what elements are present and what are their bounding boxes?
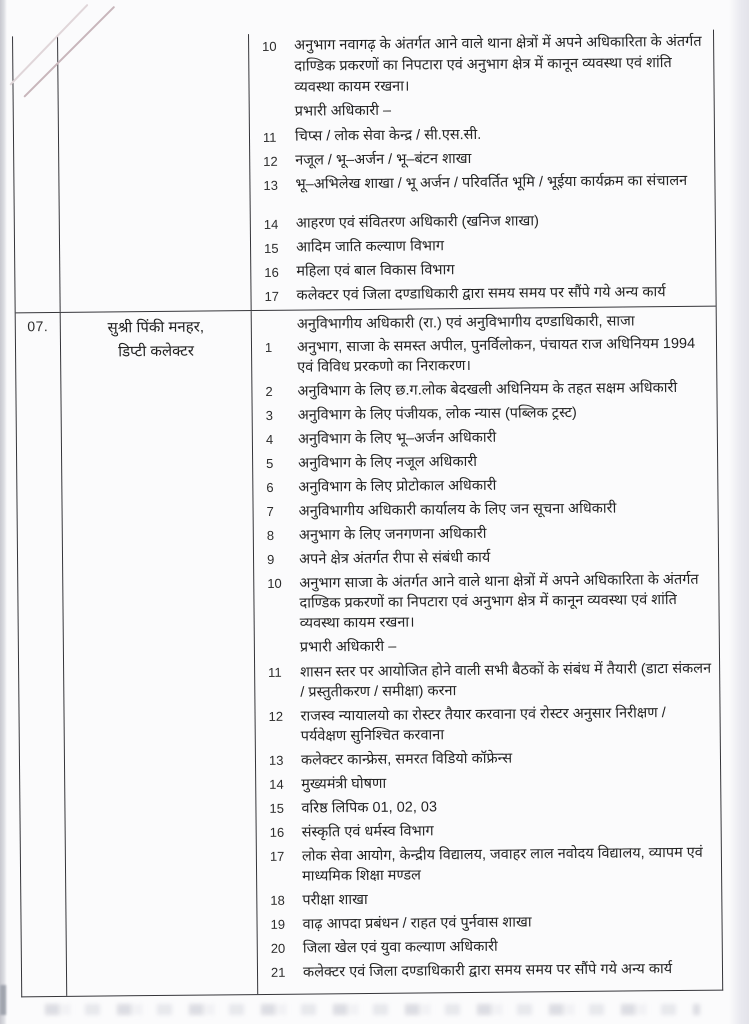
duty-text: अनुविभाग के लिए नजूल अधिकारी [298,453,478,472]
scanned-document-page [12,30,723,998]
duty-number: 10 [267,575,282,591]
bottom-ink-smudge [45,1004,700,1015]
scan-left-edge-shadow [0,985,6,1015]
duty-item [252,334,716,378]
duty-text: भू–अभिलेख शाखा / भू अर्जन / परिवर्तित भूमि / भूईया कार्यक्रम का संचालन [295,172,688,193]
designation-heading: अनुविभागीय अधिकारी (रा.) एवं अनुविभागीय दण्डाधिकारी, साजा [296,313,635,333]
duty-item [257,911,721,935]
duty-number: 10 [262,38,277,54]
duty-number: 1 [264,339,273,355]
duty-item [250,147,714,172]
duty-item [250,171,714,196]
duty-item [253,498,717,522]
duty-item [253,474,717,498]
duty-text: कलेक्टर कान्फ्रेस, समरत विडियो कॉफ्रेन्स [300,750,513,769]
duty-number: 11 [262,129,277,145]
scan-left-edge [0,0,7,1024]
duty-number: 9 [266,551,275,567]
duty-text: राजस्व न्यायालयो का रोस्टर तैयार करवाना एवं रोस्टर अनुसार निरीक्षण / पर्यवेक्षण सुनिश्चित करवाना [300,705,666,745]
duty-text: परीक्षा शाखा [302,891,368,909]
duty-item [258,935,722,959]
duties-items [252,334,722,983]
duty-item [256,747,720,771]
duty-text: अनुविभाग के लिए पंजीयक, लोक न्यास (पब्लिक ट्रस्ट) [297,404,577,424]
duty-text: प्रभारी अधिकारी – [294,102,392,120]
duty-text: चिप्स / लोक सेवा केन्द्र / सी.एस.सी. [294,126,482,145]
duty-number: 6 [266,479,274,495]
duty-item [251,234,715,259]
duty-text: अनुविभाग के लिए छ.ग.लोक बेदखली अधिनियम के तहत सक्षम अधिकारी [297,380,678,400]
duty-number: 13 [263,177,278,193]
officer-designation: डिप्टी कलेक्टर [118,342,195,361]
duty-item [253,426,717,450]
duty-item [249,32,714,99]
serial-cell-empty [13,36,61,312]
duty-item [257,819,721,843]
officer-name-cell [61,311,259,996]
duty-number: 2 [265,383,273,399]
duty-subheader [250,98,714,123]
duty-text: महिला एवं बाल विकास विभाग [296,262,455,280]
duty-text: आहरण एवं संवितरण अधिकारी (खनिज शाखा) [295,213,539,232]
duty-text: वरिष्ठ लिपिक 01, 02, 03 [301,799,438,817]
duty-number: 15 [269,800,284,816]
duty-text: जिला खेल एवं युवा कल्याण अधिकारी [302,938,498,957]
duties-list-entry-07 [252,307,723,994]
duty-item [251,282,715,307]
duty-number: 21 [270,964,286,980]
duty-text: लोक सेवा आयोग, केन्द्रीय विद्यालय, जवाहर लाल नवोदय विद्यालय, व्यापम एवं माध्यमिक शिक्षा मण्डल [301,844,703,885]
duty-number: 5 [266,455,274,471]
duty-item [257,843,721,887]
duty-text: शासन स्तर पर आयोजित होने वाली सभी बैठकों के संबंध में तैयारी (डाटा संकलन / प्रस्तुतीकरण / समीक्षा) करना [300,660,712,701]
duty-text: आदिम जाति कल्याण विभाग [295,238,445,256]
duty-number: 3 [265,407,273,423]
duty-text: अनुभाग नवागढ़ के अंतर्गत आने वाले थाना क्षेत्रों में अपने अधिकारिता के अंतर्गत दाण्डिक प्रकरणों का निपटारा एवं अनुभाग क्षेत्र में कानून व्यवस्था एवं शांति व्यवस्था कायम रखना। [294,33,702,96]
duty-item [254,570,719,634]
table-row-entry-07 [16,306,723,997]
duty-number: 20 [270,940,286,956]
duty-number: 8 [266,527,275,543]
duties-cell [252,307,723,994]
duty-item [256,795,720,819]
duty-number: 12 [263,153,278,169]
designation-heading-row [252,310,716,336]
duty-text: अनुभाग साजा के अंतर्गत आने वाले थाना क्षेत्रों में अपने अधिकारिता के अंतर्गत दाण्डिक प्रकरणों का निपटारा एवं अनुभाग क्षेत्र में कानून व्यवस्था एवं शांति व्यवस्था कायम रखना। [299,571,699,632]
duty-number: 19 [270,916,286,932]
duty-item [254,546,718,570]
duty-number: 4 [265,431,274,447]
duty-item [252,378,716,402]
duty-text: मुख्यमंत्री घोषणा [301,775,387,793]
duty-text: कलेक्टर एवं जिला दण्डाधिकारी द्वारा समय समय पर सौंपे गये अन्य कार्य [296,284,666,304]
duty-number: 14 [269,776,284,792]
duty-number: 17 [264,288,280,304]
duty-number: 15 [263,240,279,256]
duty-item [258,959,722,983]
duty-item [251,210,715,235]
duty-text: प्रभारी अधिकारी – [299,638,397,656]
duty-number [250,102,295,123]
scan-right-edge [729,0,749,1024]
officer-name-cell-empty [58,34,252,312]
duty-item [253,450,717,474]
duty-number: 13 [268,752,284,768]
duty-number: 14 [263,216,279,232]
serial-number: 07. [16,313,68,996]
duty-item [255,703,719,747]
duty-text: अनुविभाग के लिए प्रोटोकाल अधिकारी [298,477,497,496]
duty-number: 18 [270,892,285,908]
duty-number: 17 [269,848,285,864]
duty-text: कलेक्टर एवं जिला दण्डाधिकारी द्वारा समय समय पर सौंपे गये अन्य कार्य [302,961,673,981]
duty-subheader [255,634,719,658]
duty-text: वाढ़ आपदा प्रबंधन / राहत एवं पुर्नवास शाखा [302,914,532,933]
duty-text: नजूल / भू–अर्जन / भू–बंटन शाखा [295,150,472,169]
duty-number [255,638,300,658]
duty-item [255,659,719,703]
table-row-previous-entry [13,30,716,313]
duty-text: अनुविभाग के लिए भू–अर्जन अधिकारी [297,429,497,448]
duty-item [250,123,714,148]
duty-text: अपने क्षेत्र अंतर्गत रीपा से संबंधी कार्य [298,549,491,568]
duties-list-previous-entry [249,30,716,307]
duty-number: 11 [268,664,282,680]
duty-item [256,771,720,795]
duty-number: 16 [269,824,285,840]
duty-number: 12 [268,708,284,724]
duty-item [254,522,718,546]
duty-text: अनुभाग के लिए जनगणना अधिकारी [298,525,487,544]
duty-item [251,258,715,283]
duty-text: अनुभाग, साजा के समस्त अपील, पुनर्विलोकन, पंचायत राज अधिनियम 1994 एवं विविध प्ररकणो का निराकरण। [296,335,696,376]
duty-number: 16 [264,264,279,280]
duties-table [12,30,723,998]
duty-number: 7 [266,503,274,519]
duty-number [252,314,297,336]
duties-cell [249,30,716,310]
duty-item [257,887,721,911]
duty-text: अनुविभागीय अधिकारी कार्यालय के लिए जन सूचना अधिकारी [298,500,617,520]
duty-text: संस्कृति एवं धर्मस्व विभाग [301,823,434,841]
duty-item [253,402,717,426]
officer-name: सुश्री पिंकी मनहर, [107,318,205,337]
